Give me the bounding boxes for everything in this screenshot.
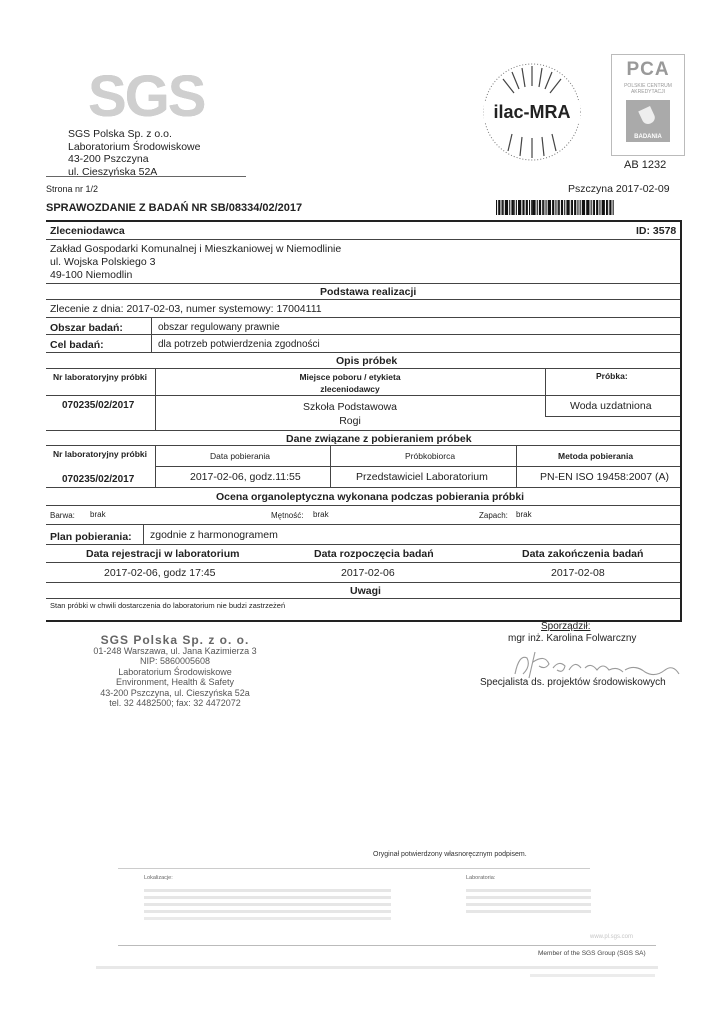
sample-type: Woda uzdatniona <box>570 400 652 412</box>
rule <box>155 466 680 467</box>
reg-date-label: Data rejestracji w laboratorium <box>86 548 240 560</box>
pca-badge-icon <box>626 100 670 142</box>
col-method: Metoda pobierania <box>558 451 634 461</box>
page-number: Strona nr 1/2 <box>46 184 99 194</box>
place-date: Pszczyna 2017-02-09 <box>568 183 670 195</box>
stamp-line: 01-248 Warszawa, ul. Jana Kazimierza 3 <box>93 645 257 656</box>
rule <box>46 352 680 353</box>
organoleptic-header: Ocena organoleptyczna wykonana podczas pobierania próbki <box>216 491 525 503</box>
turbidity-label: Mętność: <box>271 511 304 520</box>
area-value: obszar regulowany prawnie <box>158 322 280 333</box>
rule <box>46 544 680 545</box>
place-line: Szkoła Podstawowa <box>303 401 397 413</box>
odor-label: Zapach: <box>479 511 508 520</box>
rule <box>46 334 680 335</box>
reg-date-value: 2017-02-06, godz 17:45 <box>104 567 216 579</box>
sample-lab-no: 070235/02/2017 <box>62 400 135 411</box>
footer-divider <box>118 945 656 946</box>
footer-website: www.pl.sgs.com <box>590 934 634 940</box>
client-street: ul. Wojska Polskiego 3 <box>50 256 156 268</box>
rule <box>46 445 680 446</box>
lab-address <box>68 128 200 178</box>
turbidity-value: brak <box>313 510 329 519</box>
purpose-value: dla potrzeb potwierdzenia zgodności <box>158 339 320 350</box>
rule <box>46 239 680 240</box>
color-value: brak <box>90 510 106 519</box>
lokalizacje-label: Lokalizacje: <box>144 875 173 881</box>
odor-value: brak <box>516 510 532 519</box>
purpose-label: Cel badań: <box>50 339 104 351</box>
rule <box>46 505 680 506</box>
rule <box>46 598 680 599</box>
basis-header: Podstawa realizacji <box>320 286 417 298</box>
header-divider <box>46 176 246 177</box>
rule <box>46 430 680 431</box>
plan-label: Plan pobierania: <box>50 531 132 543</box>
prepared-name: mgr inż. Karolina Folwarczny <box>508 633 637 644</box>
remarks-header: Uwagi <box>350 585 381 597</box>
client-id: ID: 3578 <box>636 225 677 237</box>
stamp-line: tel. 32 4482500; fax: 32 4472072 <box>109 698 241 708</box>
prepared-role: Specjalista ds. projektów środowiskowych <box>480 677 666 688</box>
prepared-label: Sporządził: <box>541 621 591 632</box>
rule <box>143 524 144 544</box>
rule <box>680 221 682 621</box>
sampler-value: Przedstawiciel Laboratorium <box>356 471 488 483</box>
rule <box>155 368 156 430</box>
client-name: Zakład Gospodarki Komunalnej i Mieszkaniowej w Niemodlinie <box>50 243 342 255</box>
order-info: Zlecenie z dnia: 2017-02-03, numer systemowy: 17004111 <box>50 303 322 315</box>
col-sample: Próbka: <box>596 371 628 381</box>
stamp-line: Laboratorium Środowiskowe <box>118 666 232 677</box>
rule <box>46 582 680 583</box>
end-date-label: Data zakończenia badań <box>522 548 644 560</box>
col-date: Data pobierania <box>210 451 271 461</box>
rule <box>46 395 680 396</box>
rule <box>46 368 680 369</box>
client-label: Zleceniodawca <box>50 225 125 237</box>
stamp-line: SGS Polska Sp. z o. o. <box>100 633 250 647</box>
client-city: 49-100 Niemodlin <box>50 269 133 281</box>
footer-legal-faint <box>96 966 658 969</box>
pca-text: PCA <box>626 59 670 80</box>
footer-legal-faint <box>530 974 655 977</box>
end-date-value: 2017-02-08 <box>551 567 605 579</box>
client-address <box>50 243 341 282</box>
color-label: Barwa: <box>50 511 75 520</box>
address-line: ul. Cieszyńska 52A <box>68 165 158 178</box>
footer-divider <box>118 868 590 869</box>
sample-place <box>290 400 410 428</box>
laboratoria-label: Laboratoria: <box>466 875 496 881</box>
address-line: Laboratorium Środowiskowe <box>68 140 201 153</box>
col-place: Miejsce poboru / etykieta zleceniodawcy <box>299 372 401 394</box>
member-note: Member of the SGS Group (SGS SA) <box>538 950 646 957</box>
barcode <box>496 200 680 215</box>
place-line: Rogi <box>339 415 361 427</box>
sgs-logo: SGS <box>88 64 205 129</box>
company-stamp <box>60 635 290 709</box>
sampling-header: Dane związane z pobieraniem próbek <box>286 433 472 445</box>
sampling-lab-no: 070235/02/2017 <box>62 474 135 485</box>
rule <box>545 368 546 416</box>
footer-locations-faint <box>144 885 404 935</box>
col-sampler: Próbkobiorca <box>405 451 456 461</box>
report-title: SPRAWOZDANIE Z BADAŃ NR SB/08334/02/2017 <box>46 202 303 214</box>
address-line: SGS Polska Sp. z o.o. <box>68 128 172 140</box>
area-label: Obszar badań: <box>50 322 123 334</box>
rule <box>46 283 680 284</box>
col-lab-no-2: Nr laboratoryjny próbki <box>53 449 147 459</box>
sampling-date: 2017-02-06, godz.11:55 <box>190 471 301 483</box>
start-date-value: 2017-02-06 <box>341 567 395 579</box>
start-date-label: Data rozpoczęcia badań <box>314 548 434 560</box>
rule <box>46 487 680 488</box>
method-value: PN-EN ISO 19458:2007 (A) <box>540 471 669 483</box>
remarks-text: Stan próbki w chwili dostarczenia do laboratorium nie budzi zastrzeżeń <box>50 601 286 610</box>
ilac-mra-logo <box>478 58 586 166</box>
rule <box>46 562 680 563</box>
samples-header: Opis próbek <box>336 355 398 367</box>
rule <box>46 220 682 222</box>
rule <box>46 317 680 318</box>
plan-value: zgodnie z harmonogramem <box>150 529 278 541</box>
pca-subtitle: POLSKIE CENTRUM AKREDYTACJI <box>624 83 672 95</box>
pca-badge-label: BADANIA <box>634 134 662 140</box>
stamp-line: 43-200 Pszczyna, ul. Cieszyńska 52a <box>100 687 250 698</box>
footer-labs-faint <box>466 885 591 925</box>
col-lab-no: Nr laboratoryjny próbki <box>53 372 147 382</box>
pca-logo <box>611 54 685 156</box>
rule <box>545 416 680 417</box>
rule <box>46 524 680 525</box>
ilac-text: ilac-MRA <box>493 102 571 122</box>
stamp-line: NIP: 5860005608 <box>139 656 211 666</box>
original-note: Oryginał potwierdzony własnoręcznym podpisem. <box>373 851 527 858</box>
address-line: 43-200 Pszczyna <box>68 153 149 165</box>
stamp-line: Environment, Health & Safety <box>115 677 235 687</box>
accreditation-number: AB 1232 <box>624 159 667 171</box>
rule <box>46 299 680 300</box>
